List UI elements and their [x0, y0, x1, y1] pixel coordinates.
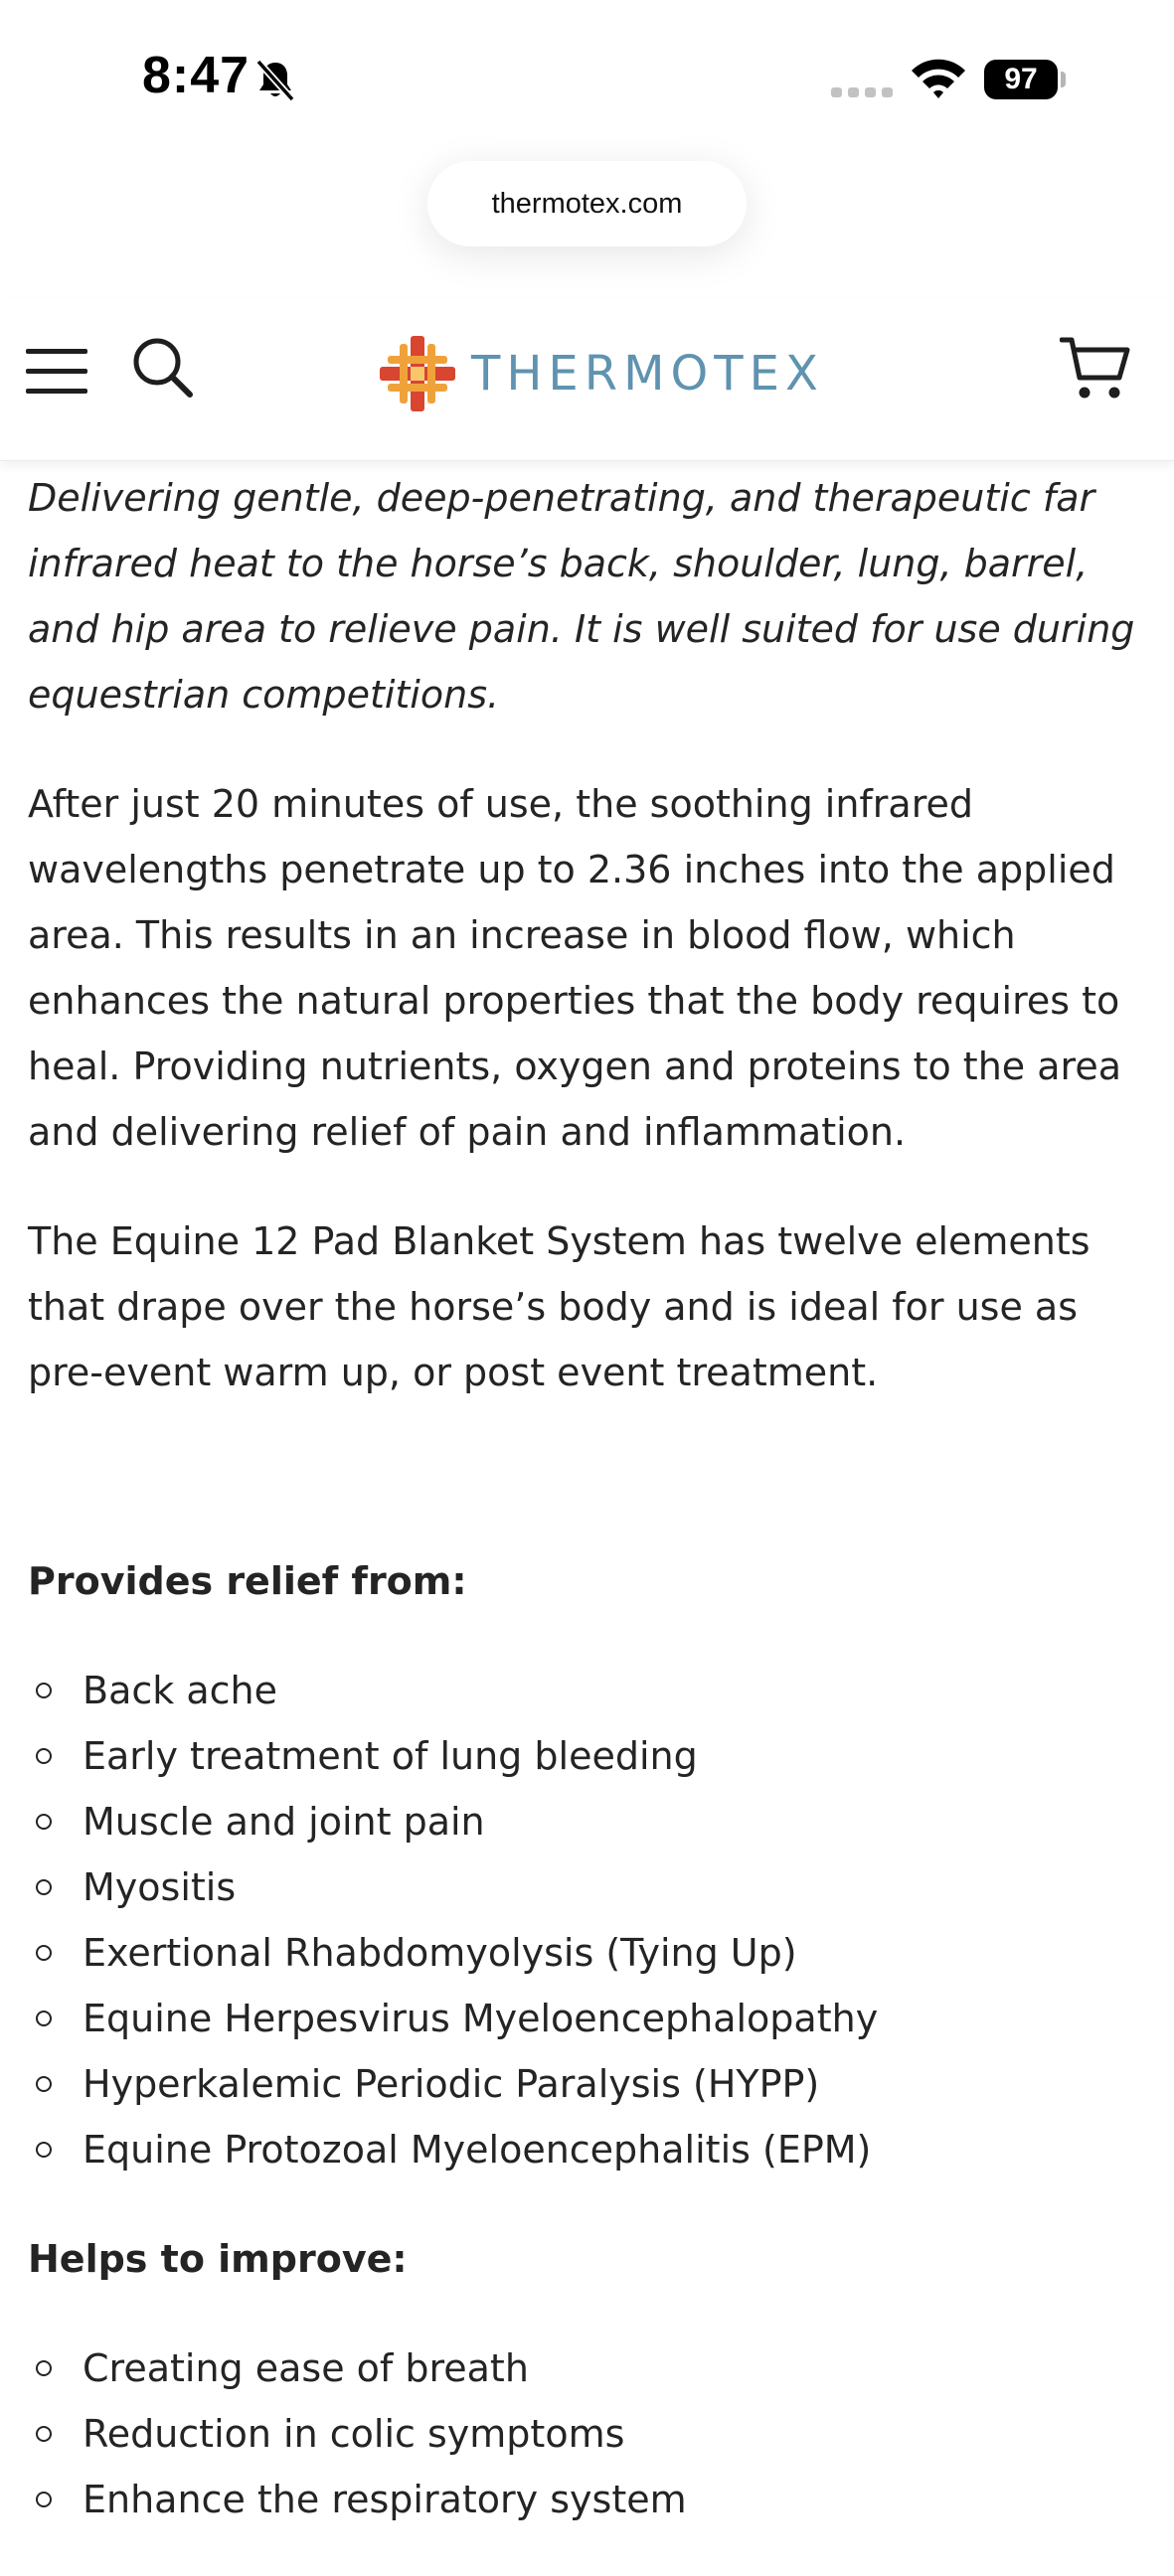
relief-heading: Provides relief from: — [28, 1559, 467, 1603]
logo-cross-icon — [380, 336, 455, 411]
cellular-signal-icon — [831, 85, 895, 99]
list-item: Hyperkalemic Periodic Paralysis (HYPP) — [28, 2051, 1151, 2117]
relief-list — [28, 1658, 1151, 2182]
list-item: Myositis — [28, 1854, 1151, 1920]
list-item: Exertional Rhabdomyolysis (Tying Up) — [28, 1920, 1151, 1986]
battery-indicator — [984, 60, 1066, 99]
list-item: Enhance the respiratory system — [28, 2467, 1151, 2532]
status-bar — [0, 0, 1174, 149]
list-item: Equine Protozoal Myeloencephalitis (EPM) — [28, 2117, 1151, 2182]
logo-text: THERMOTEX — [471, 346, 824, 402]
battery-level: 97 — [984, 60, 1058, 99]
list-item: Early treatment of lung bleeding — [28, 1723, 1151, 1789]
search-icon[interactable] — [131, 336, 195, 400]
battery-cap — [1061, 72, 1066, 87]
bell-slash-icon — [252, 58, 298, 103]
status-time: 8:47 — [142, 47, 251, 104]
site-header — [0, 298, 1174, 461]
list-item: Back ache — [28, 1658, 1151, 1723]
list-item: Muscle and joint pain — [28, 1789, 1151, 1854]
product-description — [28, 465, 1151, 2576]
address-bar[interactable] — [427, 161, 747, 246]
hamburger-menu-icon[interactable] — [26, 345, 89, 397]
list-item: Reduction in colic symptoms — [28, 2401, 1151, 2467]
body-paragraph-2: The Equine 12 Pad Blanket System has twelve elements that drape over the horse’s body and is ideal for use as pre-event warm up, or post event treatment. — [28, 1219, 1090, 1394]
body-paragraph-1: After just 20 minutes of use, the soothing infrared wavelengths penetrate up to 2.36 inches into the applied area. This results in an increase in blood flow, which enhances the natural properties that the body requires to heal. Providing nutrients, oxygen and proteins to the area and delivering relief of pain and inflammation. — [28, 782, 1121, 1154]
shopping-cart-icon[interactable] — [1060, 334, 1131, 403]
address-bar-url: thermotex.com — [491, 188, 683, 220]
wifi-icon — [910, 56, 967, 99]
list-item: Creating ease of breath — [28, 2335, 1151, 2401]
site-logo[interactable] — [380, 336, 824, 411]
intro-paragraph: Delivering gentle, deep-penetrating, and therapeutic far infrared heat to the horse’s back, shoulder, lung, barrel, and hip area to relieve pain. It is well suited for use during equestrian competitions. — [28, 476, 1135, 717]
improve-list — [28, 2335, 1151, 2532]
improve-heading: Helps to improve: — [28, 2237, 408, 2281]
list-item: Equine Herpesvirus Myeloencephalopathy — [28, 1986, 1151, 2051]
